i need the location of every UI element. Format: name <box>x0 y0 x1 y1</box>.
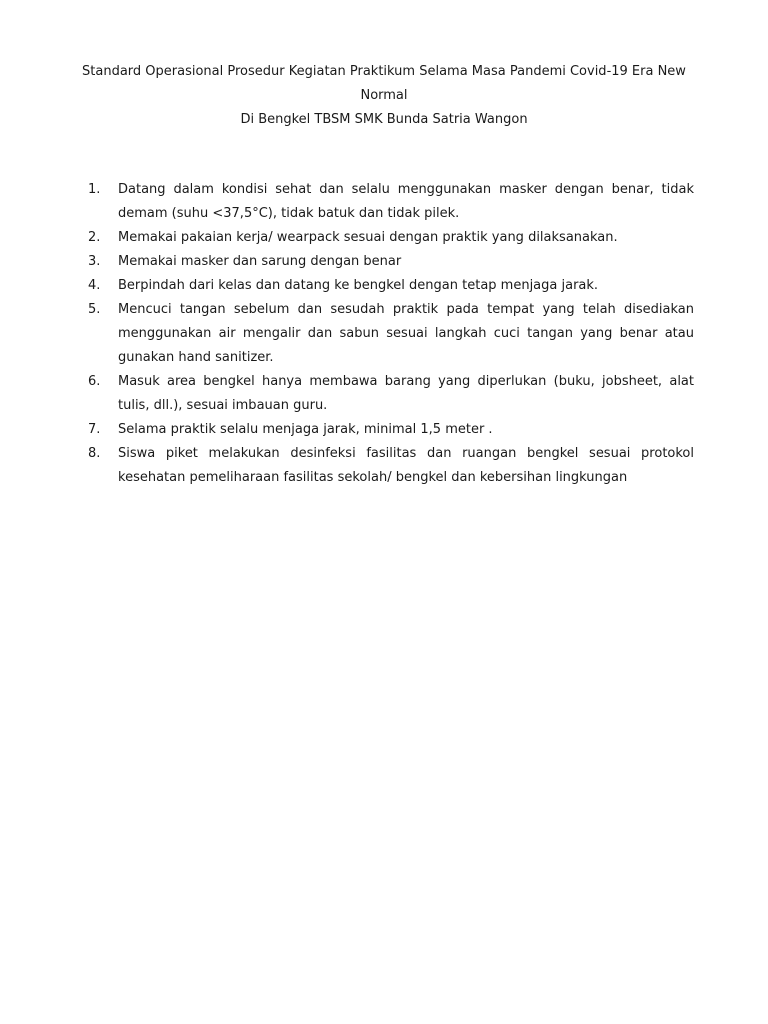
list-item-text: Selama praktik selalu menjaga jarak, minimal 1,5 meter . <box>118 422 493 437</box>
list-item <box>88 298 694 370</box>
list-item-number: 2. <box>88 230 101 245</box>
list-item-text: Datang dalam kondisi sehat dan selalu menggunakan masker dengan benar, tidak demam (suhu <37,5°C), tidak batuk dan tidak pilek. <box>118 182 694 221</box>
list-item-text: Memakai pakaian kerja/ wearpack sesuai dengan praktik yang dilaksanakan. <box>118 230 618 245</box>
list-item <box>88 442 694 490</box>
list-item <box>88 250 694 274</box>
list-item <box>88 418 694 442</box>
document-title-block <box>80 60 688 132</box>
list-item <box>88 226 694 250</box>
document-subtitle: Di Bengkel TBSM SMK Bunda Satria Wangon <box>240 112 528 127</box>
document-title-line-2: Normal <box>360 88 408 103</box>
list-item-text: Masuk area bengkel hanya membawa barang yang diperlukan (buku, jobsheet, alat tulis, dll.), sesuai imbauan guru. <box>118 374 694 413</box>
list-item-text: Berpindah dari kelas dan datang ke bengkel dengan tetap menjaga jarak. <box>118 278 599 293</box>
procedure-list <box>88 178 694 490</box>
list-item <box>88 274 694 298</box>
list-item-number: 7. <box>88 422 101 437</box>
list-item <box>88 178 694 226</box>
list-item-text: Memakai masker dan sarung dengan benar <box>118 254 402 269</box>
list-item-number: 8. <box>88 446 101 461</box>
list-item-text: Mencuci tangan sebelum dan sesudah praktik pada tempat yang telah disediakan menggunakan air mengalir dan sabun sesuai langkah cuci tangan yang benar atau gunakan hand sanitizer. <box>118 302 694 365</box>
list-item-number: 5. <box>88 302 101 317</box>
list-item-number: 1. <box>88 182 101 197</box>
list-item <box>88 370 694 418</box>
list-item-number: 3. <box>88 254 101 269</box>
list-item-number: 4. <box>88 278 101 293</box>
document-title-line-1: Standard Operasional Prosedur Kegiatan Praktikum Selama Masa Pandemi Covid-19 Era New <box>82 64 686 79</box>
list-item-number: 6. <box>88 374 101 389</box>
list-item-text: Siswa piket melakukan desinfeksi fasilitas dan ruangan bengkel sesuai protokol kesehatan pemeliharaan fasilitas sekolah/ bengkel dan kebersihan lingkungan <box>118 446 694 485</box>
